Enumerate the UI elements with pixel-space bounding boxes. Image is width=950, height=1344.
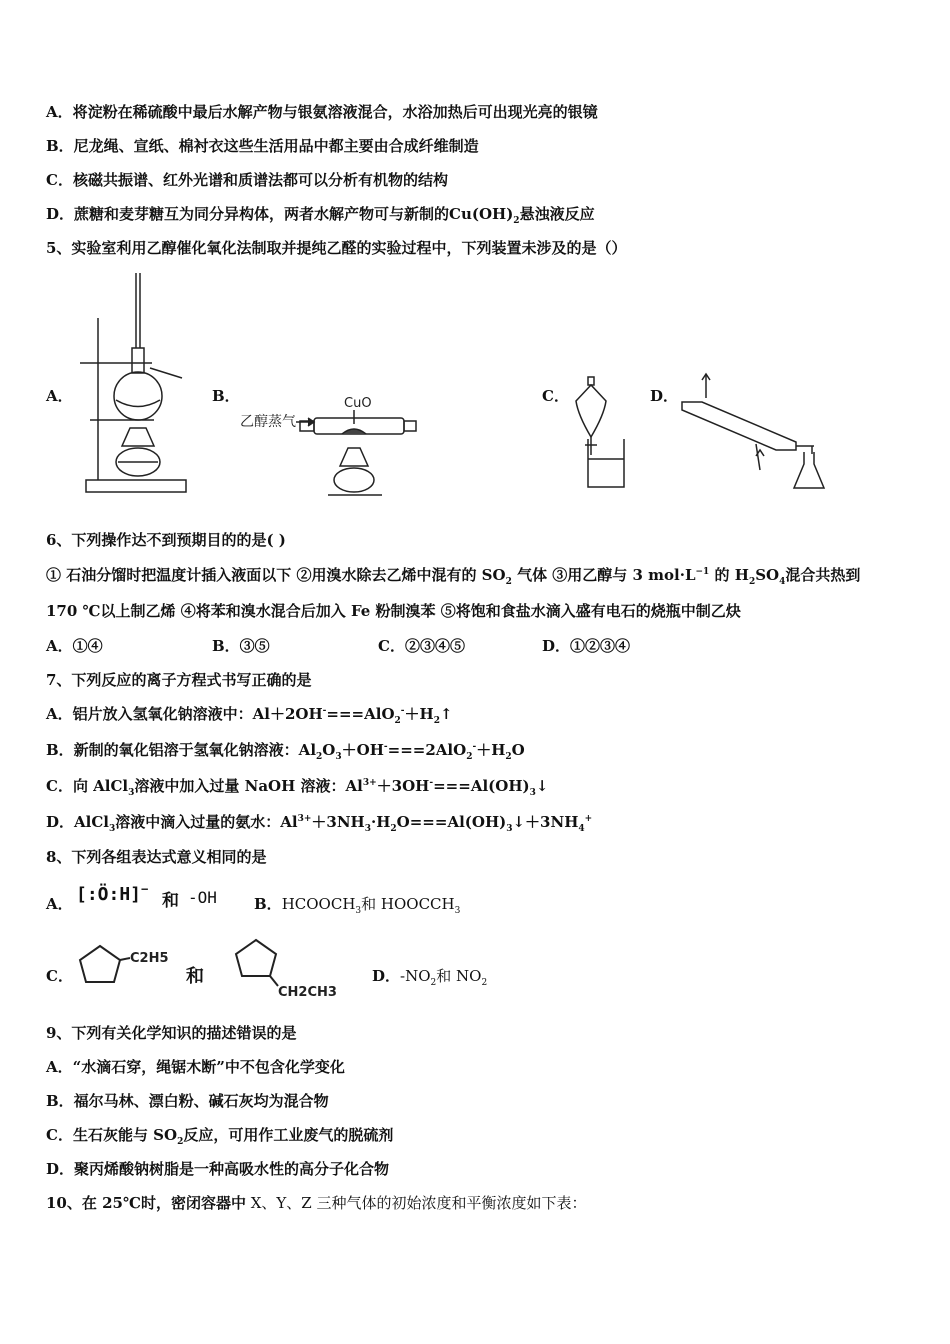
q4-option-d: D．蔗糖和麦芽糖互为同分异构体，两者水解产物可与新制的$Cu(OH)_2$悬浊液反应: [46, 205, 595, 226]
q8-option-b: B．$HCOOCH_3$和 $HOOCCH_3$: [254, 895, 461, 916]
q6-option-d: D．①②③④: [542, 637, 631, 655]
q8-c-and: 和: [186, 966, 204, 987]
cyclopentyl-ethyl-structure-1: [74, 940, 184, 990]
q7-option-b: B．新制的氧化铝溶于氢氧化钠溶液：$Al_2O_3+OH^-===2AlO_2^-+H_2O$: [46, 741, 525, 762]
q8-option-d: D．$-NO_2$和 $NO_2$: [372, 967, 488, 988]
q5-option-d-label: D．: [650, 387, 679, 405]
q8-option-c-label: C．: [46, 967, 73, 985]
q9-option-b: B．福尔马林、漂白粉、碱石灰均为混合物: [46, 1092, 329, 1110]
q6-option-a: A．①④: [46, 637, 103, 655]
q9-option-c: C．生石灰能与 $SO_2$反应，可用作工业废气的脱硫剂: [46, 1126, 394, 1147]
q4-option-b: B．尼龙绳、宣纸、棉衬衣这些生活用品中都主要由合成纤维制造: [46, 137, 479, 155]
condenser-setup-figure: [676, 372, 826, 496]
q6-option-c: C．②③④⑤: [378, 637, 465, 655]
q6-statements-line1: ① 石油分馏时把温度计插入液面以下 ②用溴水除去乙烯中混有的 $SO_2$ 气体 ③用乙醇与 3 $mol\cdot L^{-1}$ 的 $H_2SO_4$混合共热到: [46, 566, 861, 587]
q5-stem: 5、实验室利用乙醇催化氧化法制取并提纯乙醛的实验过程中，下列装置未涉及的是（）: [46, 239, 627, 257]
q5-option-c-label: C．: [542, 387, 569, 405]
distillation-apparatus-figure: [72, 268, 192, 498]
ethyl-group-label-2: CH2CH3: [278, 985, 337, 1000]
q7-option-c: C．向 AlCl$_3$溶液中加入过量 NaOH 溶液：$Al^{3+}+3OH^-===Al(OH)_3↓$: [46, 777, 549, 798]
q10-stem: 10、在 25℃时，密闭容器中 X、Y、Z 三种气体的初始浓度和平衡浓度如下表：: [46, 1194, 587, 1212]
cuo-label: CuO: [344, 396, 372, 411]
q8-a-and: 和: [162, 891, 179, 911]
q8-hydroxide-ion-structure: [:Ö:H]−: [76, 882, 149, 905]
q4-option-a: A．将淀粉在稀硫酸中最后水解产物与银氨溶液混合，水浴加热后可出现光亮的银镜: [46, 103, 598, 121]
catalytic-oxidation-tube-figure: [238, 390, 438, 500]
q7-option-d: D．AlCl$_3$溶液中滴入过量的氨水：$Al^{3+}+3NH_3\cdot H_2O===Al(OH)_3↓+3NH_4^+$: [46, 813, 593, 834]
cyclopentyl-ethyl-structure-2: [234, 936, 354, 1000]
q6-statements-line2: 170 ℃以上制乙烯 ④将苯和溴水混合后加入 Fe 粉制溴苯 ⑤将饱和食盐水滴入盛有电石的烧瓶中制乙炔: [46, 602, 741, 620]
q7-stem: 7、下列反应的离子方程式书写正确的是: [46, 671, 312, 689]
q5-option-a-label: A．: [46, 387, 73, 405]
q9-option-a: A．“水滴石穿，绳锯木断”中不包含化学变化: [46, 1058, 345, 1076]
q9-stem: 9、下列有关化学知识的描述错误的是: [46, 1024, 297, 1042]
q8-option-a-label: A．: [46, 895, 73, 913]
q6-stem: 6、下列操作达不到预期目的的是( ): [46, 531, 286, 549]
ethanol-vapor-label: 乙醇蒸气: [240, 414, 296, 430]
q6-option-b: B．③⑤: [212, 637, 270, 655]
q4-option-c: C．核磁共振谱、红外光谱和质谱法都可以分析有机物的结构: [46, 171, 448, 189]
q8-stem: 8、下列各组表达式意义相同的是: [46, 848, 267, 866]
separatory-funnel-figure: [568, 375, 638, 497]
q9-option-d: D．聚丙烯酸钠树脂是一种高吸水性的高分子化合物: [46, 1160, 390, 1178]
q8-hydroxyl-group: -OH: [188, 888, 217, 907]
q5-option-b-label: B．: [212, 387, 240, 405]
q7-option-a: A．铝片放入氢氧化钠溶液中：$Al+2OH^-===AlO_2^-+H_2↑$: [46, 705, 453, 726]
ethyl-group-label-1: C2H5: [130, 951, 169, 966]
